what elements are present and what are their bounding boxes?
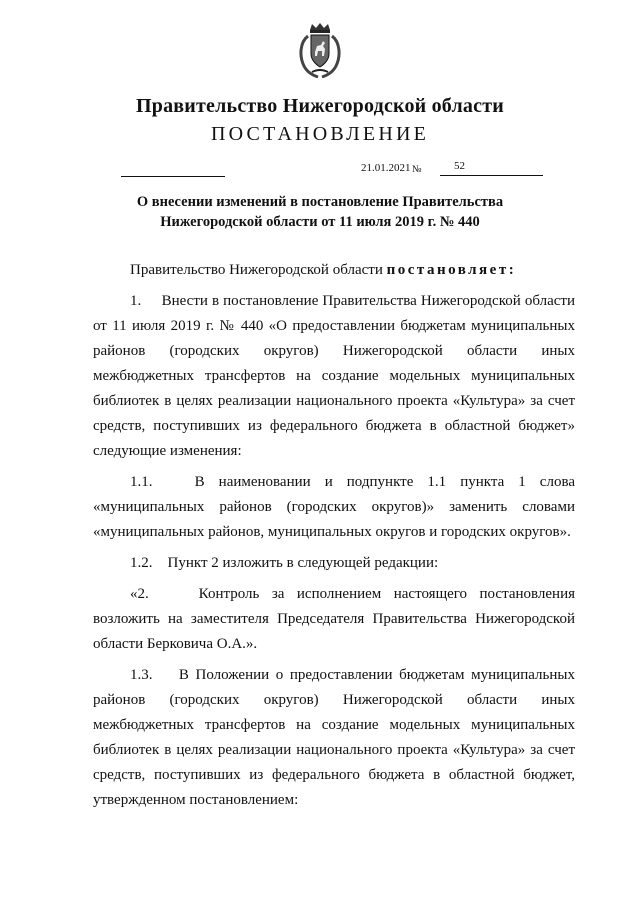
document-subject [0, 192, 640, 232]
number-sign: № [412, 164, 422, 175]
document-type: ПОСТАНОВЛЕНИЕ [210, 123, 430, 145]
document-date: 21.01.2021 [361, 162, 411, 174]
government-name: Правительство Нижегородской области [136, 95, 504, 117]
coat-of-arms-icon [298, 22, 342, 78]
document-body [93, 258, 575, 819]
intro-text: Правительство Нижегородской области [130, 262, 387, 278]
intro-resolves: постановляет: [386, 262, 517, 278]
paragraph-2-quote: «2. Контроль за исполнением настоящего постановления возложить на заместителя Председателя Правительства Нижегородской области Берковича О.А.». [93, 586, 575, 652]
document-number: 52 [440, 160, 543, 176]
intro-paragraph [93, 258, 575, 283]
paragraph-1-1: 1.1. В наименовании и подпункте 1.1 пункта 1 слова «муниципальных районов (городских округов)» заменить словами «муниципальных районов, муниципальных округов и городских округов». [93, 474, 575, 540]
paragraph-1-3: 1.3. В Положении о предоставлении бюджетам муниципальных районов (городских округов) Нижегородской области иных межбюджетных трансфертов на создание модельных муниципальных библиотек в целях реализации национального проекта «Культура» за счет средств, поступивших из федерального бюджета в областной бюджет, утвержденном постановлением: [93, 667, 575, 808]
paragraph-1-2: 1.2. Пункт 2 изложить в следующей редакции: [130, 555, 439, 571]
blank-field-line [121, 176, 225, 177]
subject-line-2: Нижегородской области от 11 июля 2019 г. № 440 [160, 214, 480, 230]
paragraph-1: 1. Внести в постановление Правительства Нижегородской области от 11 июля 2019 г. № 440 «О предоставлении бюджетам муниципальных районов (городских округов) Нижегородской области иных межбюджетных трансфертов на создание модельных муниципальных библиотек в целях реализации национального проекта «Культура» за счет средств, поступивших из федерального бюджета в областной бюджет» следующие изменения: [93, 293, 575, 459]
subject-line-1: О внесении изменений в постановление Правительства [136, 194, 504, 210]
